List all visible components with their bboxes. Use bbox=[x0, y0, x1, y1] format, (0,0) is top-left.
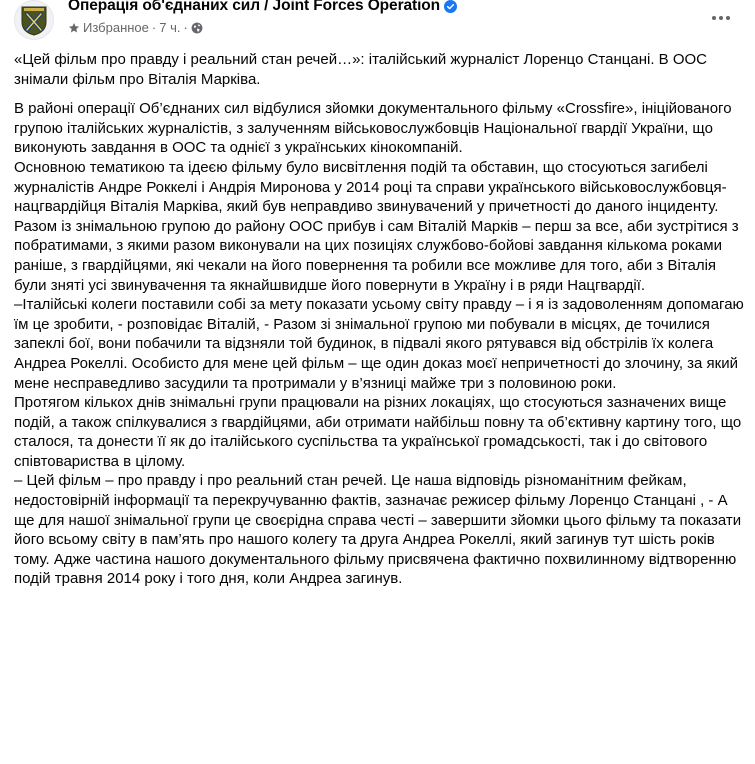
page-avatar[interactable] bbox=[14, 0, 54, 40]
post-meta bbox=[68, 20, 203, 35]
post-body bbox=[14, 50, 744, 589]
separator: · bbox=[183, 20, 188, 35]
separator: · bbox=[151, 20, 157, 35]
globe-icon[interactable] bbox=[191, 22, 203, 34]
more-options-button[interactable] bbox=[707, 8, 735, 28]
verified-badge-icon bbox=[444, 0, 457, 13]
star-icon bbox=[68, 22, 80, 34]
post-paragraph: Разом із знімальною групою до району ООС прибув і сам Віталій Марків – перш за все, аби зустрітися з побратимами, з якими разом виконували на цих позиціях службово-бойові завдання кількома роками раніше, з гвардійцями, які чекали на його повернення та робили все можливе для того, аби з Віталія були зняті усі звинувачення та якнайшвидше його повернути в Україну і в ряди Нацгвардії. bbox=[14, 217, 739, 294]
title-row bbox=[68, 0, 457, 15]
dot bbox=[712, 16, 716, 20]
post-headline: «Цей фільм про правду і реальний стан речей…»: італійський журналіст Лоренцо Станцані. В ООС знімали фільм про Віталія Марківа. bbox=[14, 51, 707, 88]
post-paragraph: – Цей фільм – про правду і про реальний стан речей. Це наша відповідь різноманітним фейкам, недостовірній інформації та перекручуванню фактів, зазначає режисер фільму Лоренцо Станцані , - А ще для нашої знімальної групи це своєрідна справа честі – завершити зйомки цього фільму та показати його всьому світу в пам’ять про нашого колегу та друга Андреа Рокеллі, який загинув тут шість років тому. Адже частина нашого документального фільму присвячена фактично похвилинному відтворенню подій травня 2014 року і того дня, коли Андреа загинув. bbox=[14, 472, 742, 588]
timestamp-link[interactable]: 7 ч. bbox=[159, 20, 181, 35]
page-name-link[interactable]: Операція об'єднаних сил / Joint Forces Operation bbox=[68, 0, 441, 14]
post-paragraph: Основною тематикою та ідеєю фільму було висвітлення подій та обставин, що стосуються загибелі журналістів Андре Роккелі і Андрія Миронова у 2014 році та справи українського військовослужбовця-нацгвардійця Віталія Марківа, який був неправдиво звинувачений у причетності до даного інциденту. bbox=[14, 158, 727, 216]
dot bbox=[726, 16, 730, 20]
post-paragraph: –Італійські колеги поставили собі за мету показати усьому світу правду – і я із задоволенням допомагаю їм це зробити, - розповідає Віталій, - Разом зі знімальної групою ми побували в місцях, де точилися запеклі бої, вони побачили та відзняли той будинок, в підвалі якого рятувався від обстрілів їх колега Андреа Рокеллі. Особисто для мене цей фільм – ще один доказ моєї непричетності до злочину, за який мене несправедливо засудили та протримали у в’язниці майже три з половиною роки. bbox=[14, 296, 744, 392]
paragraph-gap bbox=[14, 89, 744, 99]
post-paragraph: Протягом кількох днів знімальні групи працювали на різних локаціях, що стосуються зазначених вище подій, а також спілкувалися з гвардійцями, аби отримати найбільш повну та об’єктивну картину того, що сталося, та донести її як до італійського суспільства та української громадськості, так і до світового співтовариства в цілому. bbox=[14, 394, 742, 470]
post-paragraph: В районі операції Об’єднаних сил відбулися зйомки документального фільму «Crossfire», ініційованого групою італійських журналістів, з залученням військовослужбовців Національної гвардії України, що виконують завдання в ООС та однієї з українських кінокомпаній. bbox=[14, 100, 732, 157]
post-header bbox=[0, 0, 755, 44]
dot bbox=[719, 16, 723, 20]
jfo-emblem-icon bbox=[19, 4, 49, 36]
audience-label[interactable]: Избранное bbox=[83, 20, 149, 35]
